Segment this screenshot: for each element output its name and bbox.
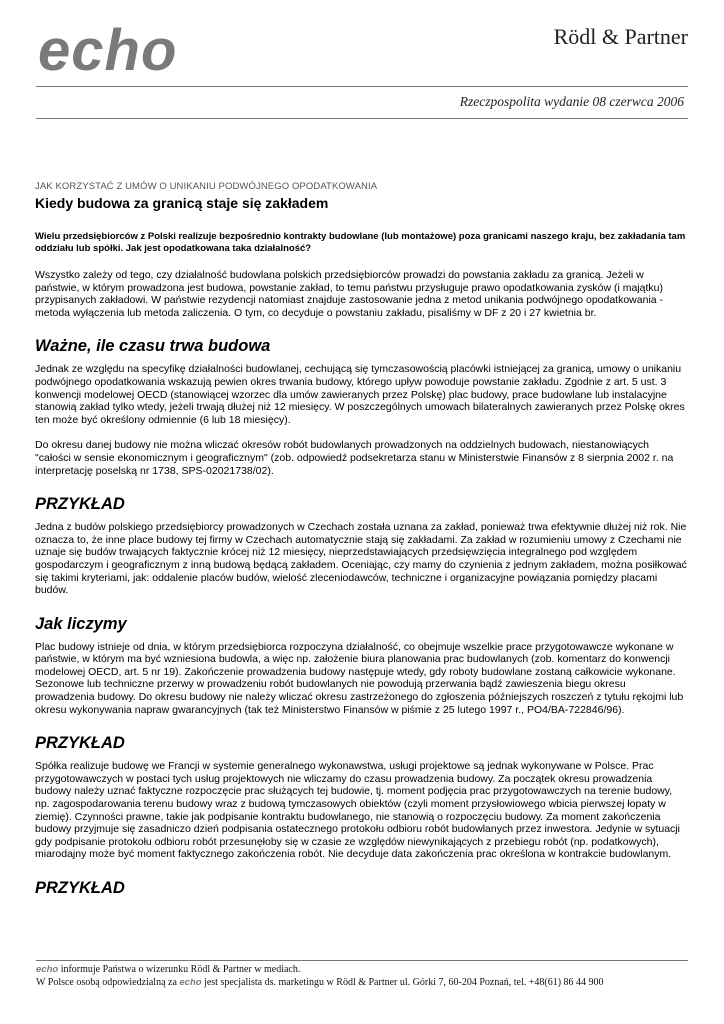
footer-line-1-text: informuje Państwa o wizerunku Rödl & Partner w mediach. <box>58 964 301 975</box>
footer-echo-word: echo <box>36 964 59 975</box>
footer-divider <box>36 960 688 961</box>
header-divider-top <box>36 86 688 87</box>
section-heading: Ważne, ile czasu trwa budowa <box>35 337 271 356</box>
footer-line-2 <box>36 976 604 989</box>
section-paragraph: Spółka realizuje budowę we Francji w systemie generalnego wykonawstwa, usługi projektowe są jednak wykonywane w Polsce. Prac przygotowawczych w postaci tych usług projektowych nie wliczamy do czasu prowadzenia budowy. Za początek okresu prowadzenia budowy należy uznać faktyczne rozpoczęcie prac służących tej budowie, tj. moment podjęcia prac przygotowawczych na terenie budowy, np. zagospodarowania terenu budowy wraz z budową tymczasowych obiektów (czyli moment przysłowiowego wbicia pierwszej łopaty w ziemię). Czynności prawne, takie jak podpisanie kontraktu budowlanego, nie stanowią o rozpoczęciu budowy. Za moment zakończenia budowy przyjmuje się zasadniczo dzień podpisania ostatecznego protokołu odbioru robót budowlanych przez inwestora. Jedynie w sytuacji gdy podpisanie protokołu odbioru robót przesunęłoby się w czasie ze względów niewynikających z przebiegu robót (np. podatkowych), miarodajny może być moment faktycznego zakończenia robót. Nie decyduje data zakończenia prac określona w kontrakcie budowlanym. <box>35 760 680 861</box>
section-paragraph: Jednak ze względu na specyfikę działalności budowlanej, cechującą się tymczasowością placówki istniejącej za granicą, umowy o unikaniu podwójnego opodatkowania wskazują pewien okres trwania budowy, którego upływ powoduje powstanie zakładu. Zgodnie z art. 5 ust. 3 konwencji modelowej OECD (stanowiącej wzorzec dla umów zawieranych przez Polskę) plac budowy, prace budowlane lub instalacyjne stanowią zakład tylko wtedy, jeżeli trwają dłużej niż 12 miesięcy. W poszczególnych umowach bilateralnych zawieranych przez Polskę okres ten może być określony odmiennie (6 lub 18 miesięcy). <box>35 363 685 426</box>
footer-echo-word: echo <box>179 977 202 988</box>
echo-logo: echo <box>38 18 178 83</box>
section-heading: PRZYKŁAD <box>35 879 125 897</box>
source-line: Rzeczpospolita wydanie 08 czerwca 2006 <box>459 94 684 109</box>
section-heading: PRZYKŁAD <box>35 734 125 753</box>
section-heading: PRZYKŁAD <box>35 495 125 514</box>
brand-logo: Rödl & Partner <box>553 24 688 49</box>
section-heading: Jak liczymy <box>35 614 127 633</box>
article-lead: Wielu przedsiębiorców z Polski realizuje bezpośrednio kontrakty budowlane (lub montażowe) poza granicami naszego kraju, bez zakładania tam oddziału lub spółki. Jak jest opodatkowana taka działalność? <box>35 231 686 254</box>
footer-line-1 <box>36 963 604 976</box>
article-title: Kiedy budowa za granicą staje się zakładem <box>35 195 329 211</box>
footer-line-2-start: W Polsce osobą odpowiedzialną za <box>36 977 180 988</box>
article-intro: Wszystko zależy od tego, czy działalność budowlana polskich przedsiębiorców prowadzi do powstania zakładu za granicą. Jeżeli w państwie, w którym prowadzona jest budowa, powstanie zakład, to temu państwu przysługuje prawo opodatkowania zysków (i majątku) przypisanych zakładowi. W państwie rezydencji natomiast znajduje zastosowanie jedna z metod unikania podwójnego opodatkowania - metoda wyłączenia lub metoda zaliczenia. O tym, co decyduje o powstaniu zakładu, pisaliśmy w DF z 20 i 27 kwietnia br. <box>35 269 664 319</box>
section-paragraph: Jedna z budów polskiego przedsiębiorcy prowadzonych w Czechach została uznana za zakład, ponieważ trwa efektywnie dłużej niż rok. Nie oznacza to, że inne place budowy tej firmy w Czechach automatycznie stają się zakładami. Za zakład w rozumieniu umowy z Czechami nie uznaje się budów trwających faktycznie krócej niż 12 miesięcy, nieprzedstawiających przedsięwzięcia integralnego pod względem gospodarczym i geograficznym z inną budową będącą zakładem. Oceniając, czy mamy do czynienia z jednym zakładem, można posiłkować się takimi kryteriami, jak: oddalenie placów budów, wielość zleceniodawców, techniczne i organizacyjne powiązania pomiędzy placami budów. <box>35 521 687 597</box>
footer <box>36 963 604 989</box>
header-divider-bottom <box>36 118 688 119</box>
article <box>35 181 687 898</box>
section-paragraph: Do okresu danej budowy nie można wliczać okresów robót budowlanych prowadzonych na oddzielnych budowach, niestanowiących "całości w sensie ekonomicznym i geograficznym" (zob. odpowiedź podsekretarza stanu w Ministerstwie Finansów z 8 sierpnia 2002 r. na interpretację poselską nr 1738, SPS-02021738/02). <box>35 439 674 477</box>
section-paragraph: Plac budowy istnieje od dnia, w którym przedsiębiorca rozpoczyna działalność, co obejmuje wszelkie prace przygotowawcze wykonane w państwie, w którym ma być wzniesiona budowla, a więc np. założenie biura planowania prac budowlanych (zob. komentarz do konwencji modelowej OECD, art. 5 nr 19). Zakończenie prowadzenia budowy następuje wtedy, gdy roboty budowlane zostaną całkowicie wykonane. Sezonowe lub techniczne przerwy w prowadzeniu robót budowlanych nie powodują przerwania bądź zawieszenia biegu okresu prowadzenia budowy. Do okresu budowy nie należy wliczać okresu zastrzeżonego do zgłoszenia późniejszych roszczeń z tytułu rękojmi lub okresu wykonywania napraw gwarancyjnych (tak też Ministerstwo Finansów w piśmie z 25 lutego 1997 r., PO4/BA-722846/96). <box>35 640 684 716</box>
footer-line-2-text: jest specjalista ds. marketingu w Rödl & Partner ul. Górki 7, 60-204 Poznań, tel. +48(61) 86 44 900 <box>201 977 604 988</box>
article-kicker: JAK KORZYSTAĆ Z UMÓW O UNIKANIU PODWÓJNEGO OPODATKOWANIA <box>35 181 378 192</box>
